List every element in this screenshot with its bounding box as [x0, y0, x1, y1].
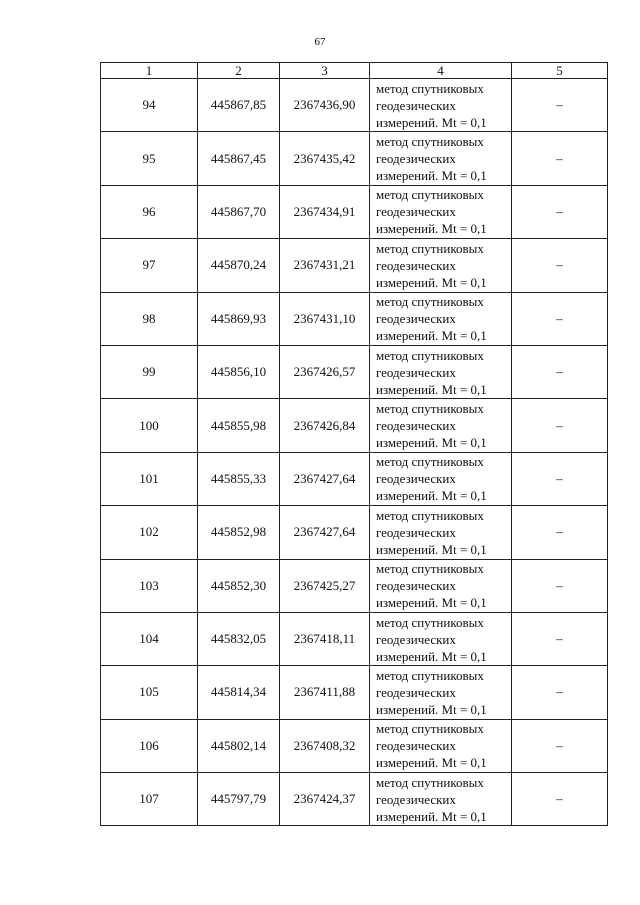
- method-cell: [370, 773, 512, 826]
- method-line: геодезических: [376, 311, 456, 327]
- table-row: [101, 452, 608, 505]
- method-line: метод спутниковых: [376, 614, 484, 630]
- header-col-4: 4: [370, 63, 512, 79]
- method-line: метод спутниковых: [376, 294, 484, 310]
- point-number-cell: 107: [101, 773, 198, 826]
- table-row: [101, 612, 608, 665]
- table-row: [101, 239, 608, 292]
- x-coordinate-cell: 445832,05: [198, 612, 280, 665]
- y-coordinate-cell: 2367418,11: [280, 612, 370, 665]
- x-coordinate-cell: 445802,14: [198, 719, 280, 772]
- method-cell: [370, 612, 512, 665]
- method-line: измерений. Mt = 0,1: [376, 114, 487, 130]
- method-cell: [370, 559, 512, 612]
- method-line: метод спутниковых: [376, 667, 484, 683]
- y-coordinate-cell: 2367424,37: [280, 773, 370, 826]
- x-coordinate-cell: 445855,98: [198, 399, 280, 452]
- method-line: геодезических: [376, 684, 456, 700]
- point-number-cell: 99: [101, 345, 198, 398]
- method-line: измерений. Mt = 0,1: [376, 381, 487, 397]
- header-col-3: 3: [280, 63, 370, 79]
- method-cell: [370, 292, 512, 345]
- method-line: метод спутниковых: [376, 561, 484, 577]
- table-row: [101, 185, 608, 238]
- method-line: измерений. Mt = 0,1: [376, 808, 487, 824]
- method-line: измерений. Mt = 0,1: [376, 648, 487, 664]
- page-number: 67: [314, 36, 326, 48]
- table-row: [101, 719, 608, 772]
- x-coordinate-cell: 445869,93: [198, 292, 280, 345]
- method-cell: [370, 132, 512, 185]
- method-line: метод спутниковых: [376, 774, 484, 790]
- method-line: метод спутниковых: [376, 347, 484, 363]
- table-row: [101, 345, 608, 398]
- point-number-cell: 102: [101, 506, 198, 559]
- method-line: метод спутниковых: [376, 721, 484, 737]
- header-col-2: 2: [198, 63, 280, 79]
- method-cell: [370, 79, 512, 132]
- method-line: геодезических: [376, 418, 456, 434]
- note-cell: –: [512, 666, 608, 719]
- note-cell: –: [512, 292, 608, 345]
- method-line: метод спутниковых: [376, 240, 484, 256]
- y-coordinate-cell: 2367431,10: [280, 292, 370, 345]
- method-line: измерений. Mt = 0,1: [376, 328, 487, 344]
- point-number-cell: 96: [101, 185, 198, 238]
- method-cell: [370, 399, 512, 452]
- method-line: метод спутниковых: [376, 134, 484, 150]
- x-coordinate-cell: 445870,24: [198, 239, 280, 292]
- method-line: геодезических: [376, 631, 456, 647]
- method-line: геодезических: [376, 738, 456, 754]
- table-row: [101, 292, 608, 345]
- header-col-5: 5: [512, 63, 608, 79]
- y-coordinate-cell: 2367411,88: [280, 666, 370, 719]
- method-line: измерений. Mt = 0,1: [376, 221, 487, 237]
- method-cell: [370, 506, 512, 559]
- method-line: геодезических: [376, 97, 456, 113]
- table-row: [101, 399, 608, 452]
- x-coordinate-cell: 445856,10: [198, 345, 280, 398]
- method-line: геодезических: [376, 471, 456, 487]
- x-coordinate-cell: 445867,85: [198, 79, 280, 132]
- header-col-1: 1: [101, 63, 198, 79]
- y-coordinate-cell: 2367427,64: [280, 506, 370, 559]
- y-coordinate-cell: 2367426,84: [280, 399, 370, 452]
- table-row: [101, 773, 608, 826]
- method-line: измерений. Mt = 0,1: [376, 168, 487, 184]
- note-cell: –: [512, 345, 608, 398]
- method-line: метод спутниковых: [376, 187, 484, 203]
- method-line: измерений. Mt = 0,1: [376, 755, 487, 771]
- note-cell: –: [512, 719, 608, 772]
- table-row: [101, 79, 608, 132]
- method-line: метод спутниковых: [376, 454, 484, 470]
- point-number-cell: 106: [101, 719, 198, 772]
- note-cell: –: [512, 612, 608, 665]
- note-cell: –: [512, 79, 608, 132]
- y-coordinate-cell: 2367427,64: [280, 452, 370, 505]
- point-number-cell: 98: [101, 292, 198, 345]
- point-number-cell: 101: [101, 452, 198, 505]
- x-coordinate-cell: 445855,33: [198, 452, 280, 505]
- method-cell: [370, 719, 512, 772]
- table-row: [101, 559, 608, 612]
- note-cell: –: [512, 239, 608, 292]
- method-line: измерений. Mt = 0,1: [376, 435, 487, 451]
- y-coordinate-cell: 2367436,90: [280, 79, 370, 132]
- method-line: геодезических: [376, 257, 456, 273]
- method-line: геодезических: [376, 364, 456, 380]
- method-line: измерений. Mt = 0,1: [376, 541, 487, 557]
- point-number-cell: 105: [101, 666, 198, 719]
- note-cell: –: [512, 506, 608, 559]
- x-coordinate-cell: 445797,79: [198, 773, 280, 826]
- x-coordinate-cell: 445814,34: [198, 666, 280, 719]
- table-row: [101, 506, 608, 559]
- method-line: измерений. Mt = 0,1: [376, 701, 487, 717]
- y-coordinate-cell: 2367425,27: [280, 559, 370, 612]
- point-number-cell: 100: [101, 399, 198, 452]
- method-cell: [370, 452, 512, 505]
- header-row: [101, 63, 608, 79]
- note-cell: –: [512, 132, 608, 185]
- y-coordinate-cell: 2367408,32: [280, 719, 370, 772]
- method-line: метод спутниковых: [376, 80, 484, 96]
- method-line: геодезических: [376, 578, 456, 594]
- point-number-cell: 94: [101, 79, 198, 132]
- y-coordinate-cell: 2367426,57: [280, 345, 370, 398]
- x-coordinate-cell: 445867,45: [198, 132, 280, 185]
- x-coordinate-cell: 445852,30: [198, 559, 280, 612]
- x-coordinate-cell: 445852,98: [198, 506, 280, 559]
- point-number-cell: 97: [101, 239, 198, 292]
- note-cell: –: [512, 399, 608, 452]
- coordinates-table: [100, 62, 608, 826]
- method-cell: [370, 239, 512, 292]
- table-header: [101, 63, 608, 79]
- method-line: измерений. Mt = 0,1: [376, 595, 487, 611]
- point-number-cell: 104: [101, 612, 198, 665]
- x-coordinate-cell: 445867,70: [198, 185, 280, 238]
- method-line: геодезических: [376, 204, 456, 220]
- method-line: измерений. Mt = 0,1: [376, 488, 487, 504]
- method-cell: [370, 345, 512, 398]
- note-cell: –: [512, 773, 608, 826]
- table-row: [101, 132, 608, 185]
- note-cell: –: [512, 452, 608, 505]
- y-coordinate-cell: 2367434,91: [280, 185, 370, 238]
- table-row: [101, 666, 608, 719]
- y-coordinate-cell: 2367431,21: [280, 239, 370, 292]
- method-cell: [370, 666, 512, 719]
- method-line: геодезических: [376, 791, 456, 807]
- note-cell: –: [512, 559, 608, 612]
- point-number-cell: 103: [101, 559, 198, 612]
- method-line: геодезических: [376, 524, 456, 540]
- point-number-cell: 95: [101, 132, 198, 185]
- method-line: метод спутниковых: [376, 507, 484, 523]
- method-cell: [370, 185, 512, 238]
- note-cell: –: [512, 185, 608, 238]
- table-body: [101, 79, 608, 826]
- method-line: метод спутниковых: [376, 401, 484, 417]
- method-line: геодезических: [376, 151, 456, 167]
- y-coordinate-cell: 2367435,42: [280, 132, 370, 185]
- method-line: измерений. Mt = 0,1: [376, 274, 487, 290]
